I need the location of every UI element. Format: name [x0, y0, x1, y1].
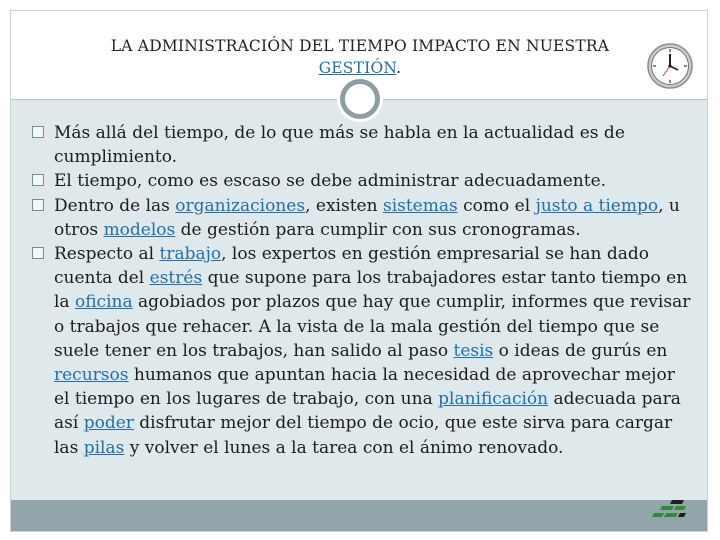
inline-link[interactable]: planificación [438, 389, 549, 410]
inline-link[interactable]: sistemas [382, 195, 458, 216]
inline-link[interactable]: oficina [74, 292, 133, 313]
bullet-text: Respecto al [54, 244, 160, 265]
bullet-item [32, 169, 692, 193]
title-line-1: LA ADMINISTRACIÓN DEL TIEMPO IMPACTO EN NUESTRA [110, 37, 610, 55]
ring-icon [340, 79, 380, 119]
inline-link[interactable]: justo a tiempo [535, 195, 659, 216]
bullet-text: , existen [305, 195, 383, 216]
title-line-2 [60, 57, 660, 79]
bullet-text: humanos que apuntan hacia la necesidad de aprovechar mejor el tiempo en los lugares de trabajo, con una [54, 365, 675, 410]
checkbox-bullet-icon [32, 126, 44, 138]
logo-icon [652, 497, 686, 517]
bullet-text: , los expertos en gestión empresarial se han dado cuenta del [54, 244, 649, 289]
bullet-text: como el [457, 195, 536, 216]
bullet-text: disfrutar mejor del tiempo de ocio, que este sirva para cargar las [54, 413, 673, 458]
bullet-text: El tiempo, como es escaso se debe administrar adecuadamente. [54, 171, 607, 192]
page-title [60, 35, 660, 79]
title-period: . [396, 59, 402, 77]
bullet-text: adecuada para así [54, 389, 681, 434]
inline-link[interactable]: estrés [149, 268, 203, 289]
bullet-text: que supone para los trabajadores estar tanto tiempo en la [54, 268, 688, 313]
bullet-item [32, 194, 692, 242]
checkbox-bullet-icon [32, 174, 44, 186]
inline-link[interactable]: recursos [54, 365, 129, 386]
bullet-item [32, 242, 692, 460]
title-link-gestion[interactable]: GESTIÓN [318, 59, 397, 77]
bullet-list [32, 121, 692, 460]
bullet-text: agobiados por plazos que hay que cumplir, informes que revisar o trabajos que rehacer. A la vista de la mala gestión del tiempo que se suele tener en los trabajos, han salido al paso [54, 292, 691, 361]
bullet-text: o ideas de gurús en [493, 340, 668, 361]
bullet-text: Más allá del tiempo, de lo que más se habla en la actualidad es de cumplimiento. [54, 123, 625, 168]
bullet-text: Dentro de las [54, 195, 176, 216]
inline-link[interactable]: tesis [453, 340, 494, 361]
inline-link[interactable]: trabajo [159, 244, 222, 265]
inline-link[interactable]: organizaciones [175, 195, 306, 216]
inline-link[interactable]: pilas [83, 437, 125, 458]
inline-link[interactable]: modelos [103, 219, 176, 240]
inline-link[interactable]: poder [83, 413, 134, 434]
checkbox-bullet-icon [32, 247, 44, 259]
wall-clock-icon [646, 42, 694, 90]
checkbox-bullet-icon [32, 199, 44, 211]
footer-bar [11, 500, 707, 531]
bullet-item [32, 121, 692, 169]
bullet-text: y volver el lunes a la tarea con el ánimo renovado. [124, 437, 564, 458]
bullet-text: , u otros [54, 195, 680, 240]
bullet-text: de gestión para cumplir con sus cronogramas. [175, 219, 581, 240]
